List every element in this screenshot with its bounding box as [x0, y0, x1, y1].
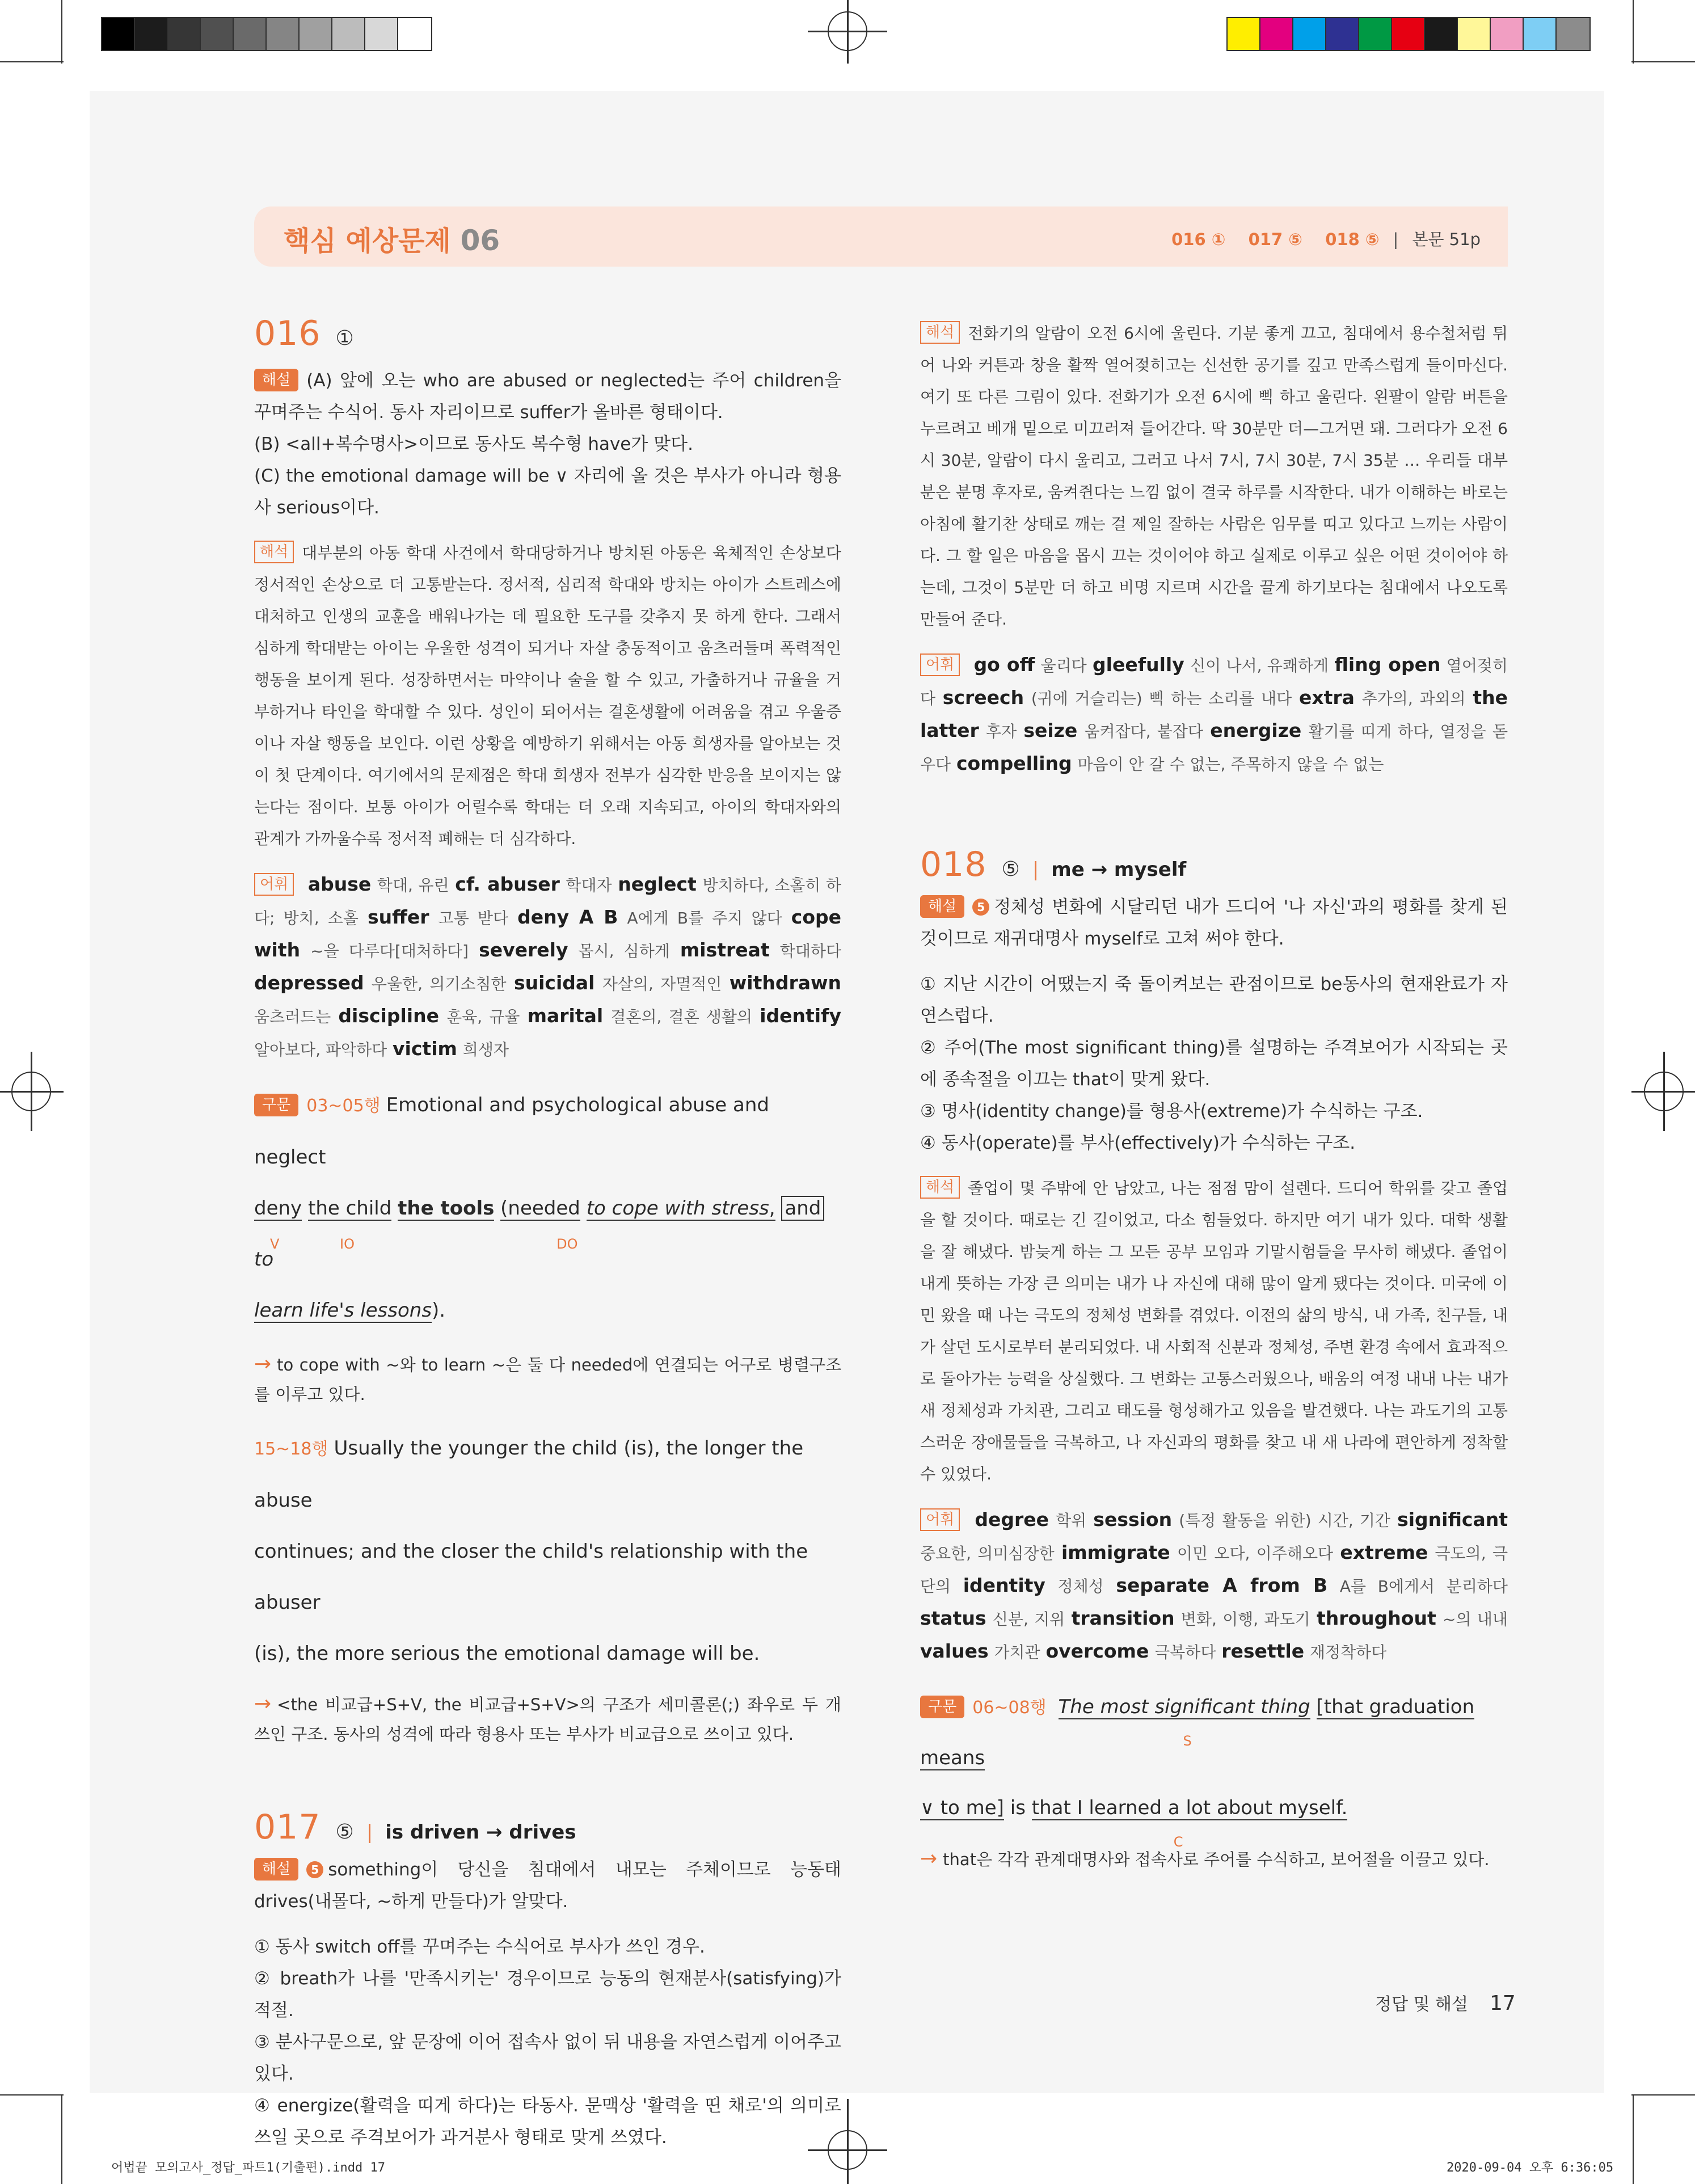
vocab-word: suicidal: [513, 972, 595, 994]
vocab-word: extreme: [1340, 1541, 1428, 1563]
q018-note: → that은 각각 관계대명사와 접속사로 주어를 수식하고, 보어절을 이끌고 있다.: [920, 1847, 1490, 1870]
vocab-meaning: 학대자: [566, 876, 612, 895]
vocab-word: energize: [1210, 719, 1302, 741]
color-swatch: [365, 18, 398, 50]
vocab-word: fling open: [1334, 653, 1441, 676]
crop-mark: [1633, 0, 1634, 64]
vocab-meaning: 마음이 안 갈 수 없는, 주목하지 않을 수 없는: [1077, 755, 1384, 774]
vocab-word: neglect: [618, 873, 697, 895]
color-swatch: [332, 18, 365, 50]
vocab-word: mistreat: [680, 939, 770, 961]
q018-option-notes: ① 지난 시간이 어땠는지 죽 돌이켜보는 관점이므로 be동사의 현재완료가 자연스럽다. ② 주어(The most significant thing)를 설명하는 주격보어가 시작되는 곳에 종속절을 이끄는 that이 맞게 왔다. ③ 명사(identity change)를 형용사(extreme)가 수식하는 구조. ④ 동사(operate)를 부사(effectively)가 수식하는 구조.: [920, 974, 1508, 1153]
arrow-icon: →: [254, 1692, 272, 1715]
vocab-meaning: 결혼의, 결혼 생활의: [610, 1007, 753, 1026]
vocab-word: the latter: [920, 686, 1508, 741]
q018-explanation: 해설 5 정체성 변화에 시달리던 내가 드디어 '나 자신'과의 평화를 찾게 된 것이므로 재귀대명사 myself로 고쳐 써야 한다.: [920, 891, 1508, 955]
color-swatch: [1228, 18, 1260, 50]
vocab-meaning: 후자: [986, 722, 1017, 741]
vocab-word: identity: [963, 1574, 1045, 1596]
vocab-meaning: 움켜잡다, 붙잡다: [1084, 722, 1204, 741]
answer-summary: 016 ① 017 ⑤ 018 ⑤ | 본문 51p: [1171, 230, 1481, 249]
q017-option-notes: ① 동사 switch off를 꾸며주는 수식어로 부사가 쓰인 경우. ② breath가 나를 '만족시키는' 경우이므로 능동의 현재분사(satisfying)가 적절. ③ 분사구문으로, 앞 문장에 이어 접속사 없이 뒤 내용을 자연스럽게 이어주고 있다. ④ energize(활력을 띠게 하다)는 타동사. 문맥상 '활력을 띤 채로'의 의미로 쓰일 곳으로 주격보어가 과거분사 형태로 맞게 쓰였다.: [254, 1937, 841, 2148]
color-swatch: [1326, 18, 1359, 50]
color-swatch: [135, 18, 168, 50]
color-swatch: [1425, 18, 1458, 50]
process-color-bar: [1226, 17, 1591, 51]
q017-vocabulary: 어휘 go off 울리다 gleefully 신이 나서, 유쾌하게 fling open 열어젖히다 screech (귀에 거슬리는) 삑 하는 소리를 내다 extra 추가의, 과외의 the latter 후자 seize 움켜잡다, 붙잡다 energize 활기를 띠게 하다, 열정을 돋우다 compelling 마음이 안 갈 수 없는, 주목하지 않을 수 없는: [920, 653, 1508, 774]
vocab-meaning: 재정착하다: [1310, 1643, 1387, 1662]
vocab-meaning: 신분, 지위: [992, 1610, 1065, 1629]
color-swatch: [1359, 18, 1392, 50]
crop-mark: [1631, 61, 1695, 62]
crop-mark: [0, 2094, 64, 2096]
color-swatch: [1524, 18, 1557, 50]
right-column: [920, 318, 1508, 1888]
vocab-word: discipline: [338, 1005, 439, 1027]
vocab-word: cope with: [254, 906, 842, 961]
section-header: [254, 206, 1508, 267]
question-018-heading: 018 ⑤ | me → myself: [920, 845, 1187, 884]
vocab-meaning: 이민 오다, 이주해오다: [1177, 1544, 1334, 1563]
color-swatch: [300, 18, 332, 50]
vocab-meaning: 훈육, 규율: [446, 1007, 520, 1026]
left-column: [254, 314, 842, 2167]
vocab-meaning: 우울한, 의기소침한: [371, 975, 507, 993]
vocab-meaning: 추가의, 과외의: [1361, 689, 1466, 708]
color-swatch: [168, 18, 201, 50]
vocab-meaning: A를 B에게서 분리하다: [1339, 1577, 1508, 1596]
question-016-heading: 016 ①: [254, 314, 354, 353]
question-017-heading: 017 ⑤ | is driven → drives: [254, 1807, 576, 1847]
color-swatch: [1557, 18, 1589, 50]
vocab-word: session: [1093, 1508, 1173, 1531]
vocab-word: cf. abuser: [455, 873, 560, 895]
vocab-meaning: 고통 받다: [438, 909, 509, 927]
q016-syntax-1: 구문 03~05행 Emotional and psychological abuse and neglect deny V the child IO the tools (needed to cope with stress, DO and to learn life's lessons).: [254, 1080, 841, 1336]
vocab-meaning: 정체성: [1057, 1577, 1104, 1596]
vocab-meaning: ~의 내내: [1443, 1610, 1508, 1629]
color-swatch: [398, 18, 431, 50]
crop-mark: [0, 61, 64, 62]
arrow-icon: →: [920, 1847, 938, 1870]
vocab-meaning: 학대하다: [779, 942, 841, 960]
vocab-meaning: 학위: [1056, 1511, 1087, 1530]
q016-translation: 해석 대부분의 아동 학대 사건에서 학대당하거나 방치된 아동은 육체적인 손상보다 정서적인 손상으로 더 고통받는다. 정서적, 심리적 학대와 방치는 아이가 스트레스에 대처하고 인생의 교훈을 배워나가는 데 필요한 도구를 갖추지 못 하게 한다. 그래서 심하게 학대받는 아이는 우울한 성격이 되거나 자살 충동적이고 움츠러들며 폭력적인 행동을 보이게 된다. 성장하면서는 마약이나 술을 할 수 있고, 가출하거나 규율을 거부하거나 타인을 학대할 수 있다. 성인이 되어서는 결혼생활에 어려움을 겪고 우울증이나 자살 행동을 보인다. 이런 상황을 예방하기 위해서는 아동 희생자를 알아보는 것이 첫 단계이다. 여기에서의 문제점은 학대 희생자 전부가 심각한 반응을 보이지는 않는다는 점이다. 보통 아이가 어릴수록 학대는 더 오래 지속되고, 아이의 학대자와의 관계가 가까울수록 정서적 폐해는 더 심각하다.: [254, 537, 841, 855]
color-swatch: [1458, 18, 1491, 50]
vocab-meaning: 몹시, 심하게: [578, 942, 670, 960]
crop-mark: [61, 2094, 62, 2184]
q017-translation: 해석 전화기의 알람이 오전 6시에 울린다. 기분 좋게 끄고, 침대에서 용수철처럼 튀어 나와 커튼과 창을 활짝 열어젖히고는 신선한 공기를 깊고 만족스럽게 들이마신다. 여기 또 다른 그림이 있다. 전화기가 오전 6시에 삑 하고 울린다. 왼팔이 알람 버튼을 누르려고 베개 밑으로 미끄러져 들어간다. 딱 30분만 더—그거면 돼. 그러다가 오전 6시 30분, 알람이 다시 울리고, 그러고 나서 7시, 7시 30분, 7시 35분 … 우리들 대부분은 분명 후자로, 움켜쥔다는 느낌 없이 결국 하루를 시작한다. 내가 이해하는 바로는 아침에 활기찬 상태로 깨는 걸 제일 잘하는 사람은 임무를 띠고 있다고 느끼는 사람이다. 그 할 일은 마음을 몹시 끄는 것이어야 하고 실제로 이루고 싶은 어떤 것이어야 하는데, 그것이 5분만 더 하고 비명 지르며 시간을 끌게 하기보다는 침대에서 나오도록 만들어 준다.: [920, 318, 1508, 635]
q016-syntax-2: 15~18행 Usually the younger the child (is), the longer the abuse continues; and the closer the child's relationship with the abuser (is), the more serious the emotional damage will be.: [254, 1437, 808, 1665]
q018-vocabulary: 어휘 degree 학위 session (특정 활동을 위한) 시간, 기간 significant 중요한, 의미심장한 immigrate 이민 오다, 이주해오다 extreme 극도의, 극단의 identity 정체성 separate A from B A를 B에게서 분리하다 status 신분, 지위 transition 변화, 이행, 과도기 throughout ~의 내내 values 가치관 overcome 극복하다 resettle 재정착하다: [920, 1508, 1508, 1662]
q016-note-1: → to cope with ~와 to learn ~은 둘 다 needed에 연결되는 어구로 병렬구조를 이루고 있다.: [254, 1352, 841, 1404]
vocab-word: throughout: [1316, 1607, 1436, 1629]
vocab-word: immigrate: [1061, 1541, 1170, 1563]
q016-vocabulary: 어휘 abuse 학대, 유린 cf. abuser 학대자 neglect 방치하다, 소홀히 하다; 방치, 소홀 suffer 고통 받다 deny A B A에게 B를 주지 않다 cope with ~을 다루다[대처하다] severely 몹시, 심하게 mistreat 학대하다 depressed 우울한, 의기소침한 suicidal 자살의, 자멸적인 withdrawn 움츠러드는 discipline 훈육, 규율 marital 결혼의, 결혼 생활의 identify 알아보다, 파악하다 victim 희생자: [254, 873, 842, 1060]
vocab-word: screech: [942, 686, 1024, 709]
q018-translation: 해석 졸업이 몇 주밖에 안 남았고, 나는 점점 맘이 설렌다. 드디어 학위를 갖고 졸업을 할 것이다. 때로는 긴 길이었고, 다소 힘들었다. 하지만 여기 내가 있다. 대학 생활을 잘 해냈다. 밤늦게 하는 그 모든 공부 모임과 기말시험들을 무사히 해냈다. 졸업이 내게 뜻하는 가장 큰 의미는 내가 나 자신에 대해 많이 알게 됐다는 것이다. 미국에 이민 왔을 때 나는 극도의 정체성 변화를 겪었다. 이전의 삶의 방식, 내 가족, 친구들, 내가 살던 도시로부터 분리되었다. 내 사회적 신분과 정체성, 주변 환경 속에서 효과적으로 돌아가는 능력을 상실했다. 그 변화는 고통스러웠으나, 배움의 여정 내내 나는 내가 새 정체성과 가치관, 그리고 태도를 형성해가고 있음을 발견했다. 나는 과도기의 고통스러운 장애물들을 극복하고, 나 자신과의 평화를 찾고 내 새 나라에 편안하게 정착할 수 있었다.: [920, 1173, 1508, 1490]
vocab-word: go off: [973, 653, 1035, 676]
vocab-word: victim: [393, 1038, 457, 1060]
vocab-word: deny A B: [517, 906, 618, 928]
vocab-word: overcome: [1045, 1640, 1149, 1662]
vocab-meaning: (귀에 거슬리는) 삑 하는 소리를 내다: [1031, 689, 1292, 708]
vocab-meaning: 방치하다, 소홀히 하다; 방치, 소홀: [254, 876, 842, 927]
color-swatch: [1260, 18, 1293, 50]
vocab-meaning: 움츠러드는: [254, 1007, 331, 1026]
vocab-word: depressed: [254, 972, 364, 994]
vocab-meaning: ~을 다루다[대처하다]: [310, 942, 469, 960]
vocab-meaning: 울리다: [1040, 656, 1087, 675]
color-swatch: [201, 18, 234, 50]
vocab-meaning: 알아보다, 파악하다: [254, 1040, 387, 1059]
vocab-meaning: 활기를 띠게 하다, 열정을 돋우다: [920, 722, 1508, 774]
crop-mark: [1633, 2094, 1634, 2184]
color-swatch: [102, 18, 135, 50]
color-swatch: [1392, 18, 1425, 50]
vocab-word: significant: [1397, 1508, 1508, 1531]
vocab-meaning: 학대, 유린: [377, 876, 449, 895]
vocab-meaning: 극도의, 극단의: [920, 1544, 1508, 1596]
q018-syntax: 구문 06~08행 The most significant thing S [that graduation means ∨ to me] is that I learned a lot about myself. C: [920, 1696, 1475, 1850]
vocab-word: seize: [1023, 719, 1078, 741]
color-swatch: [1491, 18, 1524, 50]
vocab-word: withdrawn: [729, 972, 841, 994]
vocab-word: abuse: [307, 873, 372, 895]
vocab-word: separate A from B: [1116, 1574, 1328, 1596]
crop-mark: [1631, 2094, 1695, 2096]
vocab-meaning: 열어젖히다: [920, 656, 1508, 708]
q016-explanation: 해설 (A) 앞에 오는 who are abused or neglected는 주어 children을 꾸며주는 수식어. 동사 자리이므로 suffer가 올바른 형태이다. (B) <all+복수명사>이므로 동사도 복수형 have가 맞다. (C) the emotional damage will be ∨ 자리에 올 것은 부사가 아니라 형용사 serious이다.: [254, 365, 841, 524]
grayscale-color-bar: [101, 17, 432, 51]
vocab-word: suffer: [368, 906, 429, 928]
vocab-word: gleefully: [1093, 653, 1184, 676]
vocab-meaning: 신이 나서, 유쾌하게: [1190, 656, 1329, 675]
crop-mark: [61, 0, 62, 64]
vocab-meaning: (특정 활동을 위한) 시간, 기간: [1179, 1511, 1390, 1530]
color-swatch: [234, 18, 267, 50]
print-slug-timestamp: 2020-09-04 오후 6:36:05: [1447, 2161, 1614, 2175]
vocab-meaning: 가치관: [994, 1643, 1040, 1662]
vocab-word: compelling: [956, 752, 1072, 774]
vocab-word: values: [920, 1640, 989, 1662]
vocab-meaning: 변화, 이행, 과도기: [1180, 1610, 1310, 1629]
vocab-meaning: 희생자: [462, 1040, 509, 1059]
vocab-word: extra: [1298, 686, 1355, 709]
vocab-word: marital: [527, 1005, 604, 1027]
vocab-meaning: 자살의, 자멸적인: [602, 975, 722, 993]
color-swatch: [1293, 18, 1326, 50]
q016-note-2: → <the 비교급+S+V, the 비교급+S+V>의 구조가 세미콜론(;) 좌우로 두 개 쓰인 구조. 동사의 성격에 따라 형용사 또는 부사가 비교급으로 쓰이고 있다.: [254, 1692, 841, 1744]
color-swatch: [267, 18, 300, 50]
vocab-word: resettle: [1221, 1640, 1305, 1662]
vocab-meaning: 중요한, 의미심장한: [920, 1544, 1055, 1563]
page-footer: 정답 및 해설 17: [1375, 1992, 1516, 2015]
arrow-icon: →: [254, 1352, 272, 1376]
vocab-word: degree: [975, 1508, 1049, 1531]
vocab-meaning: A에게 B를 주지 않다: [627, 909, 782, 927]
vocab-word: status: [920, 1607, 986, 1629]
vocab-word: identify: [760, 1005, 841, 1027]
vocab-word: transition: [1071, 1607, 1175, 1629]
vocab-word: severely: [479, 939, 568, 961]
print-slug-filename: 어법끝 모의고사_정답_파트1(기출편).indd 17: [111, 2161, 385, 2175]
vocab-meaning: 극복하다: [1154, 1643, 1216, 1662]
q017-explanation: 해설 5 something이 당신을 침대에서 내모는 주체이므로 능동태 drives(내몰다, ~하게 만들다)가 알맞다.: [254, 1854, 841, 1917]
page-title: 핵심 예상문제 06: [284, 224, 500, 257]
